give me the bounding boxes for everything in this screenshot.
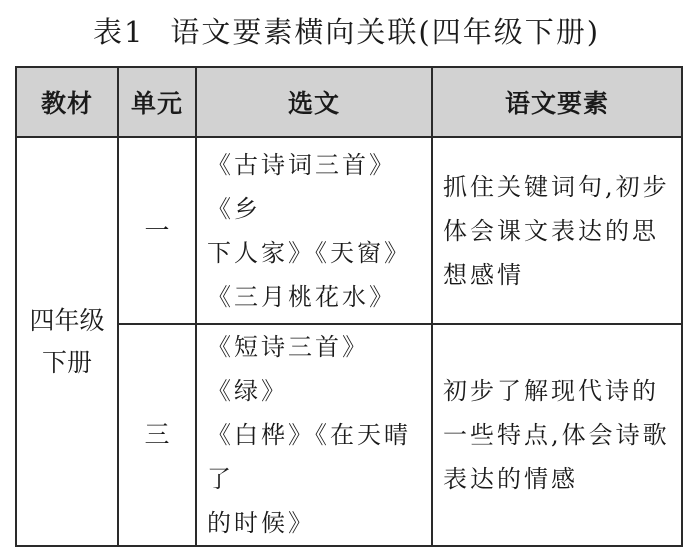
table-number: 表1 [92,15,145,49]
table-header-row [16,67,682,137]
header-textbook: 教材 [16,67,118,137]
table-title: 语文要素横向关联(四年级下册) [170,15,601,49]
grade-line: 四年级 [29,305,105,335]
table-row [16,137,682,324]
text-line: 想感情 [443,260,524,289]
text-line: 《短诗三首》《绿》 [207,333,369,405]
text-line: 的时候》 [207,509,315,537]
language-elements-cell [432,324,682,546]
language-elements-table [15,66,683,547]
unit-cell: 三 [118,324,196,546]
text-line: 表达的情感 [443,465,578,493]
grade-line: 下册 [41,347,92,377]
language-elements-cell [432,137,682,324]
text-line: 体会课文表达的思 [443,216,659,245]
selected-texts-cell [196,324,432,546]
table-caption [0,10,693,51]
unit-cell: 一 [118,137,196,324]
text-line: 下人家》《天窗》 [207,238,411,267]
text-line: 抓住关键词句,初步 [443,172,670,201]
selected-texts-cell [196,137,432,324]
header-selected-texts: 选文 [196,67,432,137]
grade-cell [16,137,118,546]
header-language-elements: 语文要素 [432,67,682,137]
text-line: 一些特点,体会诗歌 [443,421,670,449]
text-line: 初步了解现代诗的 [443,377,659,405]
text-line: 《白桦》《在天晴了 [207,421,411,493]
header-unit: 单元 [118,67,196,137]
text-line: 《三月桃花水》 [207,282,396,311]
text-line: 《古诗词三首》《乡 [207,150,396,223]
